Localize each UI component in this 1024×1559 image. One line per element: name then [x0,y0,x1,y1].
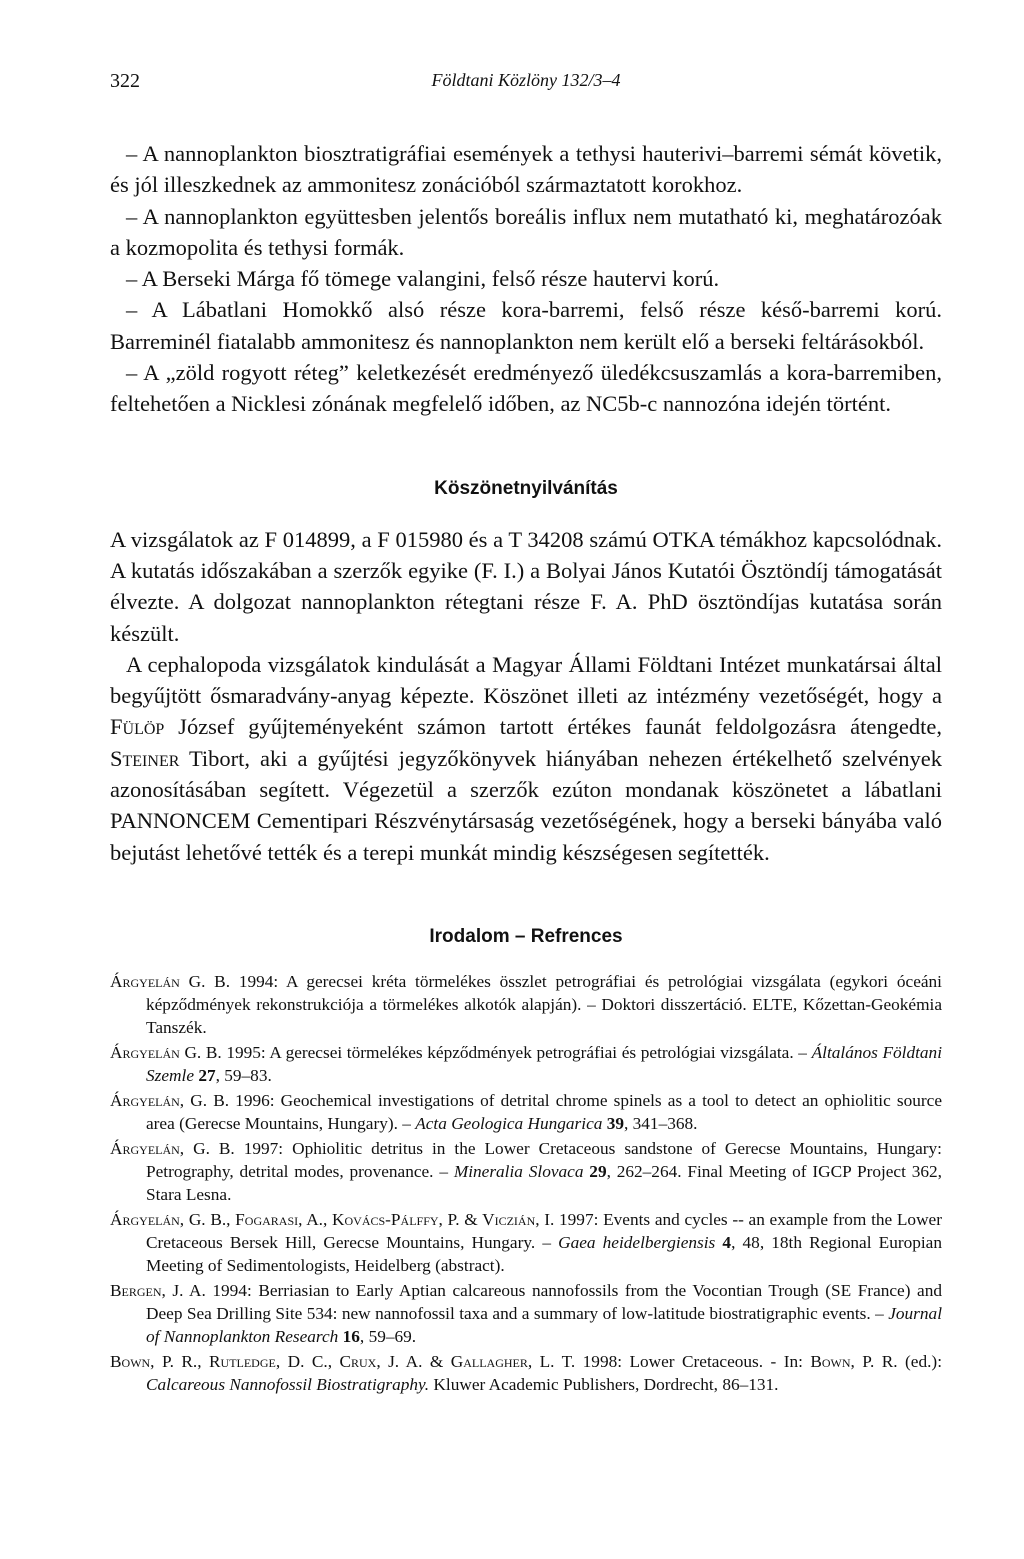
acknowledgements-paragraph [110,649,942,868]
page-header [110,70,942,98]
reference-author: Árgyelán, G. B. [110,1090,230,1110]
reference-item [110,1089,942,1135]
reference-text: 1994: A gerecsei kréta törmelékes összlet petrográfiai és petrológiai vizsgálata (egykori óceáni képződmények rekonstrukciója a törmelékes alkotók alapján). – Doktori disszertáció. ELTE, Kőzettan-Geokémia Tanszék. [146,971,942,1037]
reference-author: Árgyelán G. B. [110,971,231,991]
reference-journal: Általános Földtani Szemle [146,1042,942,1085]
reference-text: 1997: Events and cycles -- an example from the Lower Cretaceous Bersek Hill, Gerecse Mountains, Hungary. – [146,1209,942,1252]
text-run: József gyűjteményeként számon tartott értékes faunát feldolgozásra átengedte, [164,714,942,740]
running-title: Földtani Közlöny 132/3–4 [431,70,621,90]
reference-item [110,1137,942,1206]
reference-item [110,1279,942,1348]
reference-text: 1994: Berriasian to Early Aptian calcareous nannofossils from the Vocontian Trough (SE France) and Deep Sea Drilling Site 534: new nannofossil taxa and a summary of low-latitude biostratigraphic events. – [146,1280,942,1323]
person-name: Fülöp [110,714,165,740]
acknowledgements-title: Köszönetnyilvánítás [434,477,618,499]
reference-pages: , 48, 18th Regional Europian Meeting of Sedimentologists, Heidelberg (abstract). [146,1232,942,1275]
reference-pages: , 59–83. [215,1065,272,1085]
reference-volume: 29 [583,1161,607,1181]
reference-author: Bown, P. R., Rutledge, D. C., Crux, J. A. & Gallagher, L. T. [110,1351,576,1371]
reference-text: 1997: Ophiolitic detritus in the Lower Cretaceous sandstone of Gerecse Mountains, Hungary: Petrography, detrital modes, provenance. – [146,1138,942,1181]
reference-list [110,970,942,1396]
reference-book-title: Calcareous Nannofossil Biostratigraphy. [146,1374,430,1394]
acknowledgements [110,524,942,868]
reference-item [110,970,942,1039]
conclusions [110,138,942,420]
reference-volume: 4 [715,1232,732,1252]
reference-item [110,1208,942,1277]
page-number: 322 [110,70,140,92]
person-name: Steiner [110,745,180,771]
reference-pages: , 59–69. [359,1326,417,1346]
reference-item [110,1350,942,1396]
reference-author: Bergen, J. A. [110,1280,206,1300]
reference-pages: , 262–264. Final Meeting of IGCP Project 362, Stara Lesna. [146,1161,942,1204]
reference-journal: Gaea heidelbergiensis [558,1232,716,1252]
reference-pages: , 341–368. [624,1113,698,1133]
reference-text: 1996: Geochemical investigations of detrital chrome spinels as a tool to detect an ophiolitic source area (Gerecse Mountains, Hungary). – [146,1090,942,1133]
conclusion-item: – A Berseki Márga fő tömege valangini, felső része hautervi korú. [126,266,720,292]
conclusion-item: – A Lábatlani Homokkő alsó része kora-barremi, felső része késő-barremi korú. Barreminél fiatalabb ammonitesz és nannoplankton nem került elő a berseki feltárásokból. [110,297,942,354]
page [110,70,942,1398]
reference-pages: Kluwer Academic Publishers, Dordrecht, 86–131. [429,1374,779,1394]
conclusion-item: – A „zöld rogyott réteg” keletkezését eredményező üledékcsuszamlás a kora-barremiben, feltehetően a Nicklesi zónának megfelelő időben, az NC5b-c nannozóna idején történt. [110,360,942,417]
text-run: A cephalopoda vizsgálatok kindulását a Magyar Állami Földtani Intézet munkatársai által begyűjtött ősmaradvány-anyag képezte. Köszönet illeti az intézmény vezetőségét, hogy a [110,651,942,709]
reference-journal: Mineralia Slovaca [453,1161,584,1181]
reference-author: Árgyelán, G. B. [110,1138,235,1158]
reference-author: Árgyelán, G. B., Fogarasi, A., Kovács-Pálffy, P. & Viczián, I. [110,1209,555,1229]
reference-text: 1995: A gerecsei törmelékes képződmények petrográfiai és petrológiai vizsgálata. – [221,1042,812,1062]
conclusion-item: – A nannoplankton együttesben jelentős boreális influx nem mutatható ki, meghatározóak a kozmopolita és tethysi formák. [110,203,942,260]
text-run: Tibort, aki a gyűjtési jegyzőkönyvek hiányában nehezen értékelhető szelvények azonosításában segített. Végezetül a szerzők ezúton mondanak köszönetet a lábatlani PANNONCEM Cementipari Részvénytársaság vezetőségének, hogy a berseki bányába való bejutást lehetővé tették és a terepi munkát mindig készségesen segítették. [110,745,942,865]
reference-item [110,1041,942,1087]
reference-journal: Acta Geologica Hungarica [415,1113,603,1133]
reference-text: 1998: Lower Cretaceous. - In: [575,1351,811,1371]
conclusion-item: – A nannoplankton biosztratigráfiai események a tethysi hauterivi–barremi sémát követik, és jól illeszkednek az ammonitesz zonációból származtatott korokhoz. [110,141,942,198]
reference-author: Árgyelán G. B. [110,1042,222,1062]
references-title: Irodalom – Refrences [429,925,623,947]
reference-editor: Bown, P. R. [810,1351,898,1371]
reference-journal: Journal of Nannoplankton Research [146,1303,942,1346]
reference-volume: 39 [602,1113,624,1133]
reference-volume: 27 [194,1065,216,1085]
reference-text: (ed.): [897,1351,942,1371]
acknowledgements-paragraph: A vizsgálatok az F 014899, a F 015980 és a T 34208 számú OTKA témákhoz kapcsolódnak. A kutatás időszakában a szerzők egyike (F. I.) a Bolyai János Kutatói Ösztöndíj támogatását élvezte. A dolgozat nannoplankton rétegtani része F. A. PhD ösztöndíjas kutatása során készült. [110,526,942,646]
reference-volume: 16 [338,1326,360,1346]
